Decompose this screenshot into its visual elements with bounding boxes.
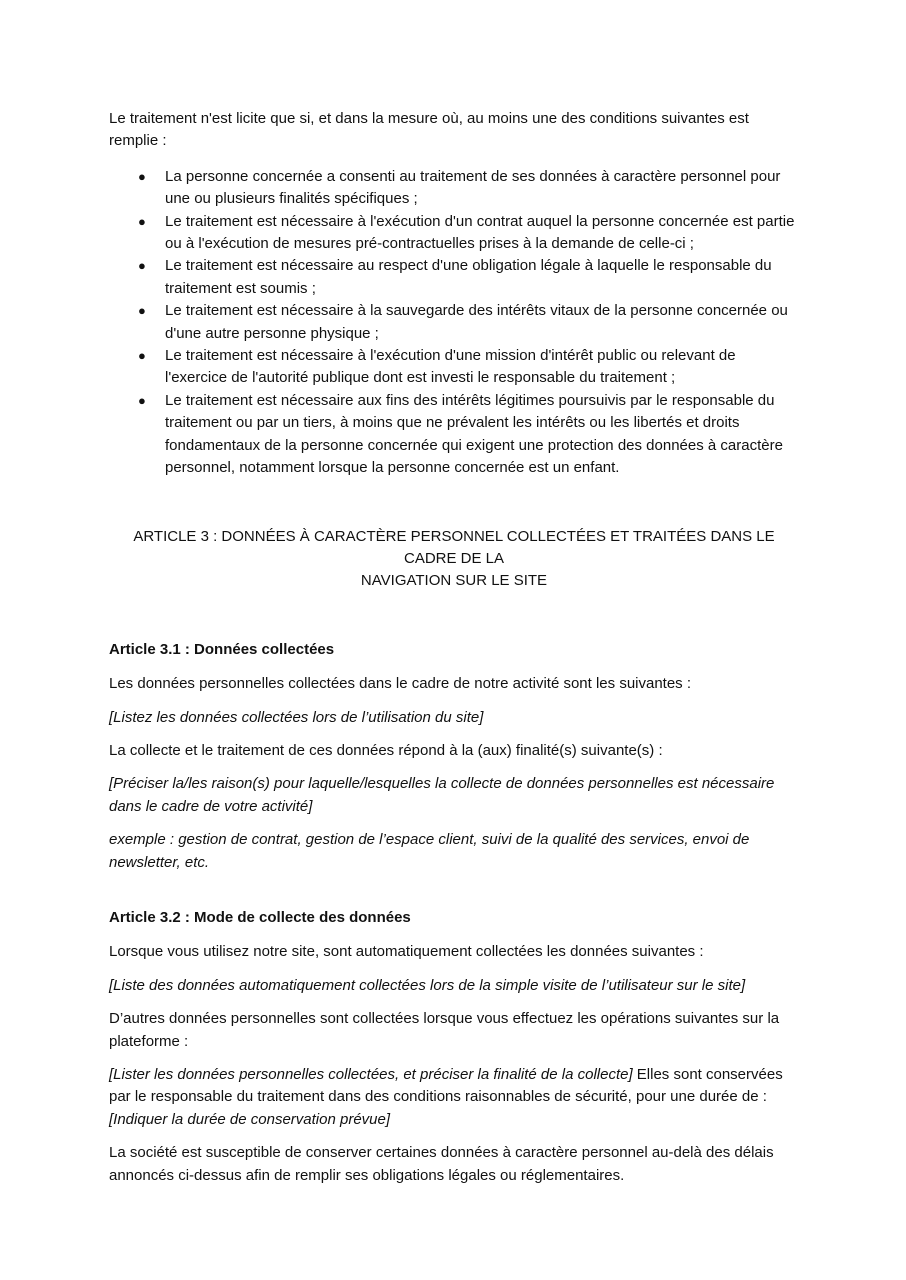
bullet-icon: ● bbox=[138, 168, 146, 184]
condition-text: La personne concernée a consenti au traitement de ses données à caractère personnel pour une ou plusieurs finalités spécifiques ; bbox=[165, 167, 781, 208]
article-3-2-paragraph-1: Lorsque vous utilisez notre site, sont automatiquement collectées les données suivantes : bbox=[109, 943, 704, 961]
bullet-icon: ● bbox=[138, 258, 146, 274]
article-3-1-placeholder-1: [Listez les données collectées lors de l’utilisation du site] bbox=[109, 708, 484, 726]
article-3-2-paragraph-2: D’autres données personnelles sont collectées lorsque vous effectuez les opérations suivantes sur la plateforme : bbox=[109, 1010, 780, 1050]
conditions-list bbox=[109, 166, 799, 480]
article-3-2-placeholder-3: [Indiquer la durée de conservation prévue] bbox=[109, 1110, 391, 1128]
article-3-1-title: Article 3.1 : Données collectées bbox=[109, 640, 335, 658]
condition-text: Le traitement est nécessaire à la sauvegarde des intérêts vitaux de la personne concernée ou d'une autre personne physique ; bbox=[165, 302, 788, 342]
condition-text: Le traitement est nécessaire à l'exécution d'une mission d'intérêt public ou relevant de l'exercice de l'autorité publique dont est investi le responsable du traitement ; bbox=[165, 347, 736, 387]
bullet-icon: ● bbox=[138, 213, 146, 229]
list-item bbox=[138, 255, 799, 300]
bullet-icon: ● bbox=[138, 348, 146, 364]
article-3-2-paragraph-4: La société est susceptible de conserver certaines données à caractère personnel au-delà des délais annoncés ci-dessus afin de remplir ses obligations légales ou réglementaires. bbox=[109, 1144, 774, 1184]
list-item bbox=[138, 390, 799, 480]
article-3-2-placeholder-2: [Lister les données personnelles collectées, et préciser la finalité de la collecte] bbox=[109, 1066, 633, 1083]
article-3-1-paragraph-2: La collecte et le traitement de ces données répond à la (aux) finalité(s) suivante(s) : bbox=[109, 741, 663, 759]
article-3-2-placeholder-1: [Liste des données automatiquement collectées lors de la simple visite de l’utilisateur sur le site] bbox=[109, 976, 746, 994]
article-3-2-retention-text: Elles sont conservées par le responsable du traitement dans des conditions raisonnables de sécurité, pour une durée de : bbox=[109, 1066, 783, 1106]
list-item bbox=[138, 211, 799, 256]
article-3-heading bbox=[109, 526, 799, 593]
article-3-1-paragraph-1: Les données personnelles collectées dans le cadre de notre activité sont les suivantes : bbox=[109, 675, 692, 693]
intro-paragraph: Le traitement n'est licite que si, et dans la mesure où, au moins une des conditions suivantes est remplie : bbox=[109, 110, 749, 150]
bullet-icon: ● bbox=[138, 303, 146, 319]
article-3-1-example: exemple : gestion de contrat, gestion de l’espace client, suivi de la qualité des services, envoi de newsletter, etc. bbox=[109, 831, 750, 871]
article-3-2-title: Article 3.2 : Mode de collecte des données bbox=[109, 908, 411, 926]
condition-text: Le traitement est nécessaire au respect d'une obligation légale à laquelle le responsable du traitement est soumis ; bbox=[165, 257, 772, 297]
condition-text: Le traitement est nécessaire à l'exécution d'un contrat auquel la personne concernée est partie ou à l'exécution de mesures pré-contractuelles prises à la demande de celle-ci ; bbox=[165, 212, 795, 253]
list-item bbox=[138, 166, 799, 211]
document-page bbox=[109, 108, 799, 1198]
list-item bbox=[138, 345, 799, 390]
article-3-heading-line-2: NAVIGATION SUR LE SITE bbox=[360, 572, 548, 590]
list-item bbox=[138, 300, 799, 345]
article-3-heading-line-1: ARTICLE 3 : DONNÉES À CARACTÈRE PERSONNEL COLLECTÉES ET TRAITÉES DANS LE CADRE DE LA bbox=[133, 527, 775, 567]
article-3-2-paragraph-3 bbox=[109, 1064, 799, 1131]
article-3-1-placeholder-2: [Préciser la/les raison(s) pour laquelle/lesquelles la collecte de données personnelles est nécessaire dans le cadre de votre activité] bbox=[109, 775, 775, 815]
condition-text: Le traitement est nécessaire aux fins des intérêts légitimes poursuivis par le responsable du traitement ou par un tiers, à moins que ne prévalent les intérêts ou les libertés et droits fondamentaux de la personne concernée qui exigent une protection des données à caractère personnel, notamment lorsque la personne concernée est un enfant. bbox=[165, 391, 783, 477]
bullet-icon: ● bbox=[138, 392, 146, 408]
